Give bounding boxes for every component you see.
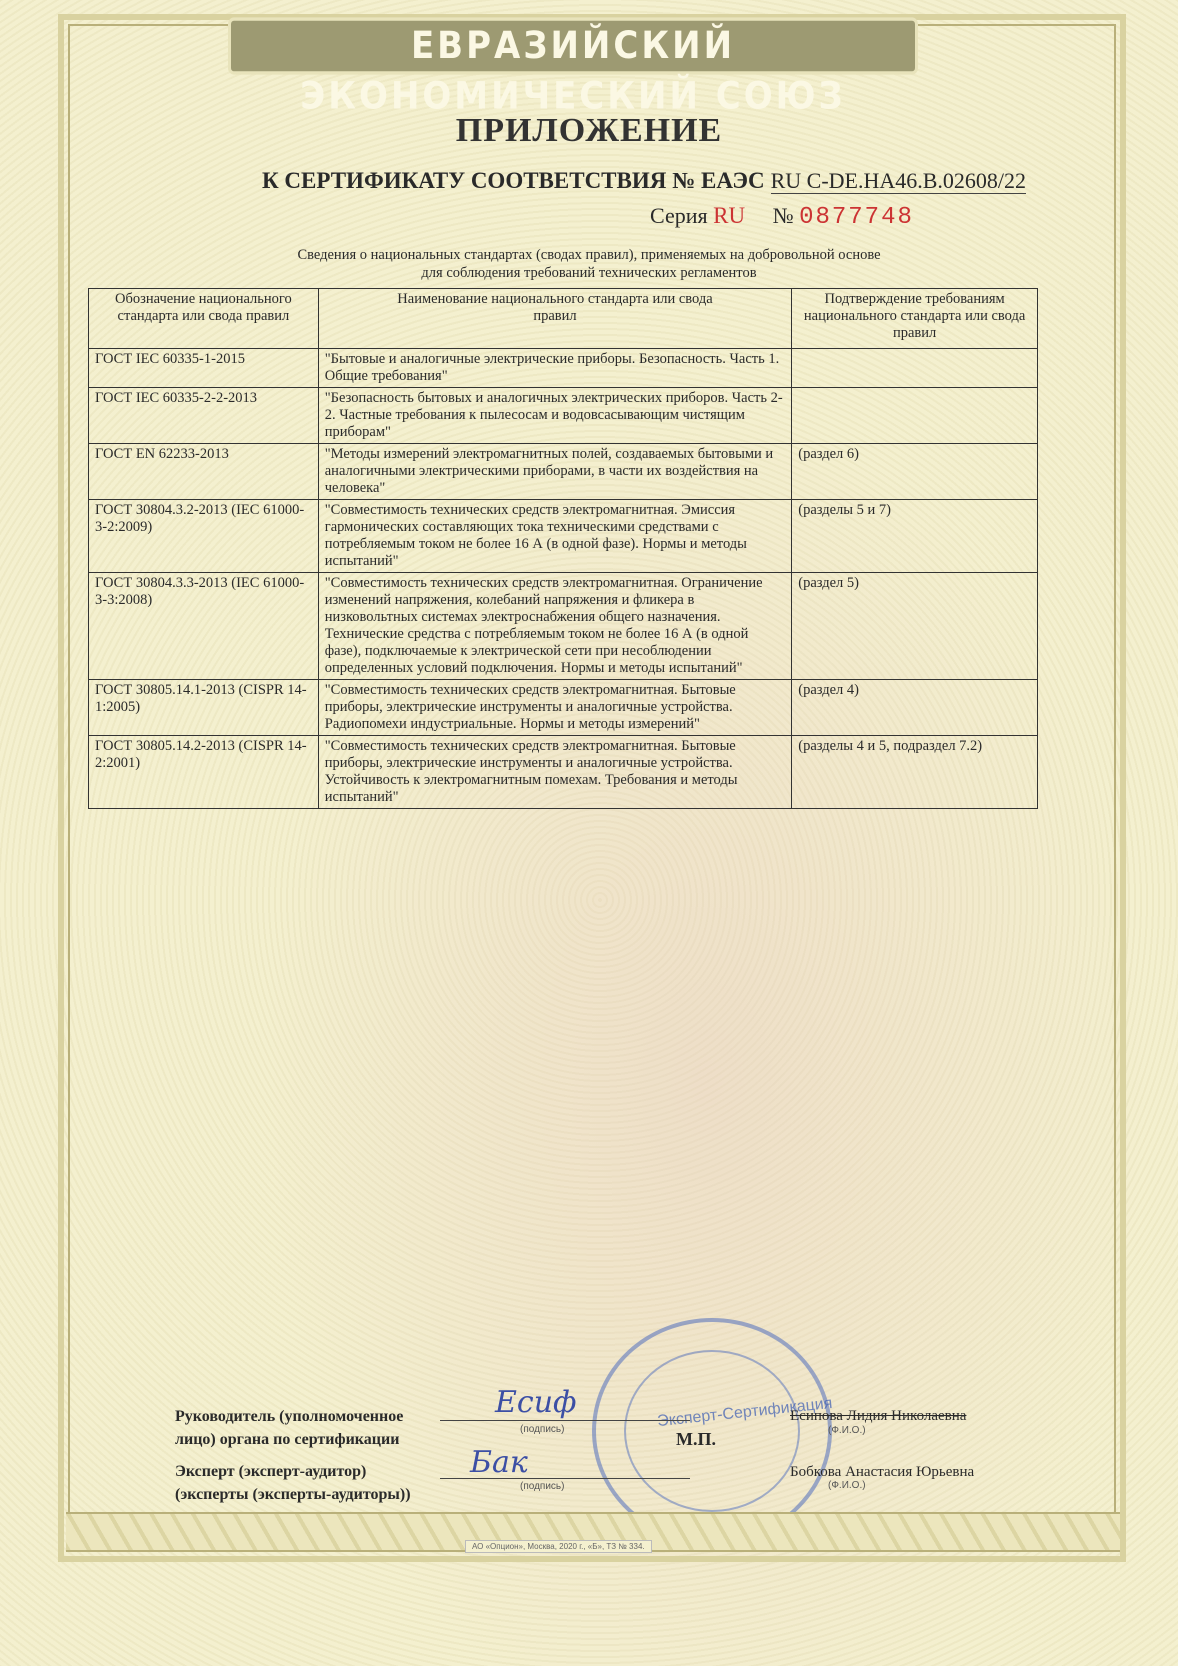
standards-table: [88, 288, 1038, 809]
cert-number: RU C-DE.HA46.B.02608/22: [770, 168, 1027, 193]
standard-name: "Совместимость технических средств электромагнитная. Ограничение изменений напряжения, колебаний напряжения и фликера в низковольтных системах электроснабжения общего назначения. Технические средства с потребляемым током не более 16 А (в одной фазе), подключаемые к электрической сети при несоблюдении определенных условий подключения. Нормы и методы испытаний": [318, 573, 791, 680]
label-line: Руководитель (уполномоченное: [175, 1408, 404, 1425]
standard-code: ГОСТ IEC 60335-2-2-2013: [89, 388, 319, 444]
name-caption: (Ф.И.О.): [828, 1425, 866, 1436]
confirmation: (раздел 5): [792, 573, 1038, 680]
standard-name: "Совместимость технических средств электромагнитная. Бытовые приборы, электрические инструменты и аналогичные устройства. Радиопомехи индустриальные. Нормы и методы измерений": [318, 680, 791, 736]
confirmation: (раздел 4): [792, 680, 1038, 736]
series-line: [650, 203, 914, 231]
standard-name: "Совместимость технических средств электромагнитная. Бытовые приборы, электрические инструменты и аналогичные устройства. Устойчивость к электромагнитным помехам. Требования и методы испытаний": [318, 736, 791, 809]
series-label: Серия: [650, 203, 708, 228]
table-row: [89, 349, 1038, 388]
label-line: (эксперты (эксперты-аудиторы)): [175, 1486, 411, 1503]
page-title: ПРИЛОЖЕНИЕ: [455, 112, 723, 149]
standard-code: ГОСТ EN 62233-2013: [89, 444, 319, 500]
number-label: №: [772, 203, 794, 228]
head-signature-line: [440, 1420, 690, 1421]
name-caption: (Ф.И.О.): [828, 1480, 866, 1491]
standard-code: ГОСТ IEC 60335-1-2015: [89, 349, 319, 388]
standard-name: "Бытовые и аналогичные электрические приборы. Безопасность. Часть 1. Общие требования": [318, 349, 791, 388]
head-label: [175, 1405, 403, 1451]
mp-label: М.П.: [676, 1429, 716, 1449]
expert-name: Бобкова Анастасия Юрьевна: [790, 1464, 975, 1480]
table-row: [89, 680, 1038, 736]
confirmation: (разделы 5 и 7): [792, 500, 1038, 573]
table-row: [89, 736, 1038, 809]
intro-text: [0, 246, 1178, 282]
standard-code: ГОСТ 30805.14.1-2013 (CISPR 14-1:2005): [89, 680, 319, 736]
intro-line: Сведения о национальных стандартах (сводах правил), применяемых на добровольной основе: [297, 247, 881, 263]
expert-label: [175, 1460, 411, 1506]
stamp-text: Эксперт-Сертификация: [656, 1394, 834, 1431]
intro-line: для соблюдения требований технических регламентов: [421, 265, 757, 281]
standard-code: ГОСТ 30804.3.3-2013 (IEC 61000-3-3:2008): [89, 573, 319, 680]
serial-number: 0877748: [799, 204, 914, 231]
label-line: Эксперт (эксперт-аудитор): [175, 1463, 367, 1480]
printer-info: АО «Опцион», Москва, 2020 г., «Б», ТЗ № 334.: [465, 1540, 652, 1553]
standard-code: ГОСТ 30804.3.2-2013 (IEC 61000-3-2:2009): [89, 500, 319, 573]
confirmation: (разделы 4 и 5, подраздел 7.2): [792, 736, 1038, 809]
standard-code: ГОСТ 30805.14.2-2013 (CISPR 14-2:2001): [89, 736, 319, 809]
sign-caption: (подпись): [520, 1481, 565, 1492]
column-header: Обозначение национального стандарта или свода правил: [89, 289, 319, 349]
column-header: Подтверждение требованиям национального стандарта или свода правил: [792, 289, 1038, 349]
table-header-row: [89, 289, 1038, 349]
sign-caption: (подпись): [520, 1424, 565, 1435]
standard-name: "Безопасность бытовых и аналогичных электрических приборов. Часть 2-2. Частные требования к пылесосам и водовсасывающим чистящим приборам": [318, 388, 791, 444]
series-value: RU: [713, 203, 746, 228]
table-row: [89, 500, 1038, 573]
table-row: [89, 388, 1038, 444]
head-name: Есипова Лидия Николаевна: [790, 1408, 967, 1424]
confirmation: [792, 388, 1038, 444]
head-signature: Есиф: [495, 1385, 577, 1420]
cert-prefix: К СЕРТИФИКАТУ СООТВЕТСТВИЯ № ЕАЭС: [262, 168, 765, 193]
confirmation: [792, 349, 1038, 388]
standard-name: "Методы измерений электромагнитных полей, создаваемых бытовыми и аналогичными электрическими приборами, в части их воздействия на человека": [318, 444, 791, 500]
certificate-line: [262, 168, 1026, 194]
column-header: Наименование национального стандарта или свода правил: [318, 289, 791, 349]
table-row: [89, 444, 1038, 500]
standard-name: "Совместимость технических средств электромагнитная. Эмиссия гармонических составляющих тока техническими средствами с потребляемым током не более 16 А (в одной фазе). Нормы и методы испытаний": [318, 500, 791, 573]
expert-signature: Бак: [470, 1445, 528, 1480]
confirmation: (раздел 6): [792, 444, 1038, 500]
table-row: [89, 573, 1038, 680]
union-banner: ЕВРАЗИЙСКИЙ ЭКОНОМИЧЕСКИЙ СОЮЗ: [228, 17, 918, 74]
label-line: лицо) органа по сертификации: [175, 1431, 400, 1448]
